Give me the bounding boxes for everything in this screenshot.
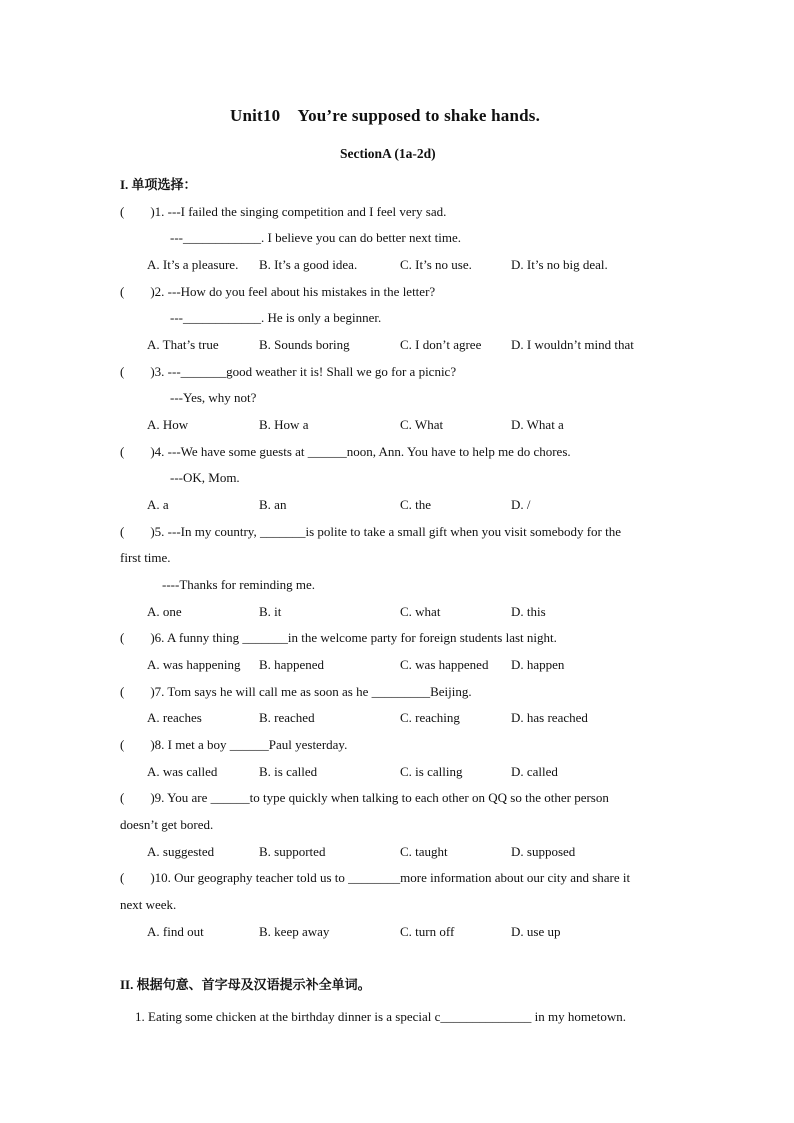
question-4-option-d: D. / — [511, 497, 531, 512]
question-4-option-c: C. the — [400, 497, 432, 512]
question-7-option-a: A. reaches — [147, 710, 202, 725]
question-1-option-c: C. It’s no use. — [400, 257, 472, 272]
question-6-option-c: C. was happened — [400, 657, 489, 672]
question-5-option-a: A. one — [147, 604, 182, 619]
question-8-stem: ( )8. I met a boy ______Paul yesterday. — [120, 737, 348, 752]
question-1-line-2: ---____________. I believe you can do better next time. — [170, 230, 461, 245]
question-5-option-c: C. what — [400, 604, 441, 619]
question-9-stem: ( )9. You are ______to type quickly when talking to each other on QQ so the other person — [120, 790, 609, 805]
question-7-option-c: C. reaching — [400, 710, 460, 725]
question-6-option-b: B. happened — [259, 657, 324, 672]
question-10-option-b: B. keep away — [259, 924, 330, 939]
question-10-option-a: A. find out — [147, 924, 204, 939]
question-3-option-a: A. How — [147, 417, 189, 432]
question-3-option-c: C. What — [400, 417, 444, 432]
section-2-item-1: 1. Eating some chicken at the birthday dinner is a special c______________ in my hometown. — [135, 1009, 627, 1024]
question-5-option-b: B. it — [259, 604, 282, 619]
question-1-option-b: B. It’s a good idea. — [259, 257, 358, 272]
question-2-option-d: D. I wouldn’t mind that — [511, 337, 634, 352]
section-1-heading: I. 单项选择： — [120, 177, 197, 192]
question-9-option-c: C. taught — [400, 844, 448, 859]
question-6-option-a: A. was happening — [147, 657, 241, 672]
question-6-stem: ( )6. A funny thing _______in the welcome party for foreign students last night. — [120, 630, 557, 645]
question-9-line-2: doesn’t get bored. — [120, 817, 214, 832]
question-10-option-d: D. use up — [511, 924, 561, 939]
question-1-stem: ( )1. ---I failed the singing competition and I feel very sad. — [120, 204, 447, 219]
question-8-option-d: D. called — [511, 764, 558, 779]
question-2-stem: ( )2. ---How do you feel about his mistakes in the letter? — [120, 284, 436, 299]
question-5-stem: ( )5. ---In my country, _______is polite to take a small gift when you visit somebody for the — [120, 524, 622, 539]
question-3-option-b: B. How a — [259, 417, 309, 432]
question-1-option-a: A. It’s a pleasure. — [147, 257, 239, 272]
question-5-line-2: first time. — [120, 550, 171, 565]
page-subtitle: SectionA (1a-2d) — [340, 146, 436, 161]
question-4-line-2: ---OK, Mom. — [170, 470, 240, 485]
question-7-option-b: B. reached — [259, 710, 315, 725]
question-2-option-c: C. I don’t agree — [400, 337, 482, 352]
section-2-heading: II. 根据句意、首字母及汉语提示补全单词。 — [120, 977, 371, 992]
question-5-line-3: ----Thanks for reminding me. — [162, 577, 316, 592]
question-1-option-d: D. It’s no big deal. — [511, 257, 608, 272]
question-8-option-c: C. is calling — [400, 764, 463, 779]
question-7-option-d: D. has reached — [511, 710, 588, 725]
question-2-option-a: A. That’s true — [147, 337, 219, 352]
question-2-line-2: ---____________. He is only a beginner. — [170, 310, 382, 325]
question-6-option-d: D. happen — [511, 657, 565, 672]
question-4-stem: ( )4. ---We have some guests at ______noon, Ann. You have to help me do chores. — [120, 444, 571, 459]
question-10-stem: ( )10. Our geography teacher told us to ________more information about our city and share it — [120, 870, 631, 885]
question-10-line-2: next week. — [120, 897, 177, 912]
question-10-option-c: C. turn off — [400, 924, 455, 939]
question-3-line-2: ---Yes, why not? — [170, 390, 257, 405]
question-4-option-b: B. an — [259, 497, 287, 512]
question-3-option-d: D. What a — [511, 417, 564, 432]
page-title: Unit10 You’re supposed to shake hands. — [230, 106, 541, 125]
question-4-option-a: A. a — [147, 497, 169, 512]
question-7-stem: ( )7. Tom says he will call me as soon as he _________Beijing. — [120, 684, 472, 699]
question-9-option-a: A. suggested — [147, 844, 215, 859]
question-3-stem: ( )3. ---_______good weather it is! Shall we go for a picnic? — [120, 364, 457, 379]
question-8-option-b: B. is called — [259, 764, 318, 779]
question-5-option-d: D. this — [511, 604, 546, 619]
question-9-option-d: D. supposed — [511, 844, 576, 859]
question-8-option-a: A. was called — [147, 764, 218, 779]
question-2-option-b: B. Sounds boring — [259, 337, 350, 352]
question-9-option-b: B. supported — [259, 844, 326, 859]
